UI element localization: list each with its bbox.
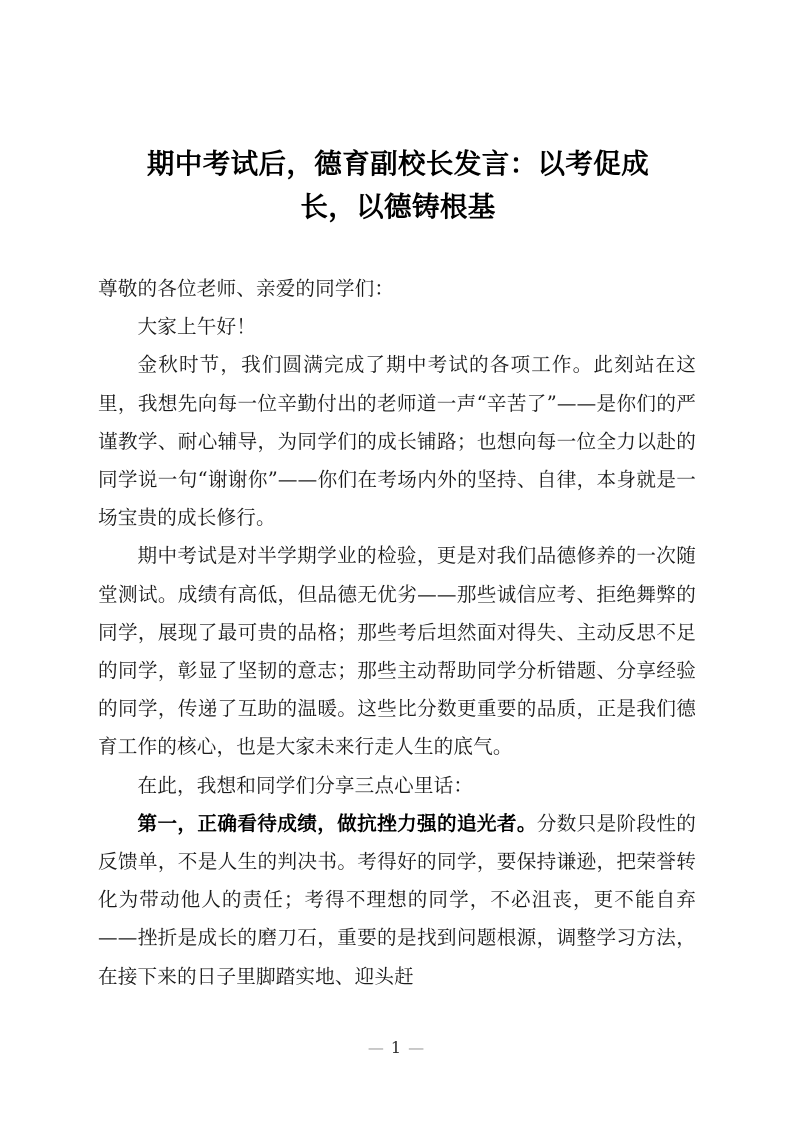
paragraph-three-points-lead — [98, 767, 696, 805]
paragraph-bold-heading: 第一，正确看待成绩，做抗挫力强的追光者。 — [137, 811, 537, 835]
paragraph-text: 分数只是阶段性的反馈单，不是人生的判决书。考得好的同学，要保持谦逊，把荣誉转化为带动他人的责任；考得不理想的同学，不必沮丧，更不能自弃——挫折是成长的磨刀石，重要的是找到问题根源，调整学习方法，在接下来的日子里脚踏实地、迎头赶 — [98, 811, 697, 988]
footer-right-dash: — — [408, 1038, 426, 1057]
paragraph-text: 期中考试是对半学期学业的检验，更是对我们品德修养的一次随堂测试。成绩有高低，但品德无优劣——那些诚信应考、拒绝舞弊的同学，展现了最可贵的品格；那些考后坦然面对得失、主动反思不足的同学，彰显了坚韧的意志；那些主动帮助同学分析错题、分享经验的同学，传递了互助的温暖。这些比分数更重要的品质，正是我们德育工作的核心，也是大家未来行走人生的底气。 — [98, 544, 696, 759]
page-title-line-2: 长，以德铸根基 — [300, 191, 496, 223]
paragraph-moral-character — [98, 537, 696, 766]
footer-left-dash: — — [367, 1038, 385, 1057]
page-title-line-1: 期中考试后，德育副校长发言：以考促成 — [146, 148, 650, 180]
paragraph-text: 尊敬的各位老师、亲爱的同学们： — [98, 277, 395, 300]
paragraph-point-one — [98, 805, 696, 996]
paragraph-greeting — [98, 308, 696, 346]
paragraph-text: 在此，我想和同学们分享三点心里话： — [137, 773, 474, 797]
paragraph-text: 金秋时节，我们圆满完成了期中考试的各项工作。此刻站在这里，我想先向每一位辛勤付出的老师道一声“辛苦了”——是你们的严谨教学、耐心辅导，为同学们的成长铺路；也想向每一位全力以赴的同学说一句“谢谢你”——你们在考场内外的坚持、自律，本身就是一场宝贵的成长修行。 — [98, 353, 696, 530]
footer-page-number: 1 — [390, 1038, 403, 1057]
paragraph-salutation — [98, 270, 696, 308]
document-body — [98, 270, 696, 996]
paragraph-opening-thanks — [98, 346, 696, 537]
paragraph-text: 大家上午好！ — [137, 315, 256, 339]
page-title — [98, 143, 698, 229]
page-footer — [0, 1037, 793, 1059]
